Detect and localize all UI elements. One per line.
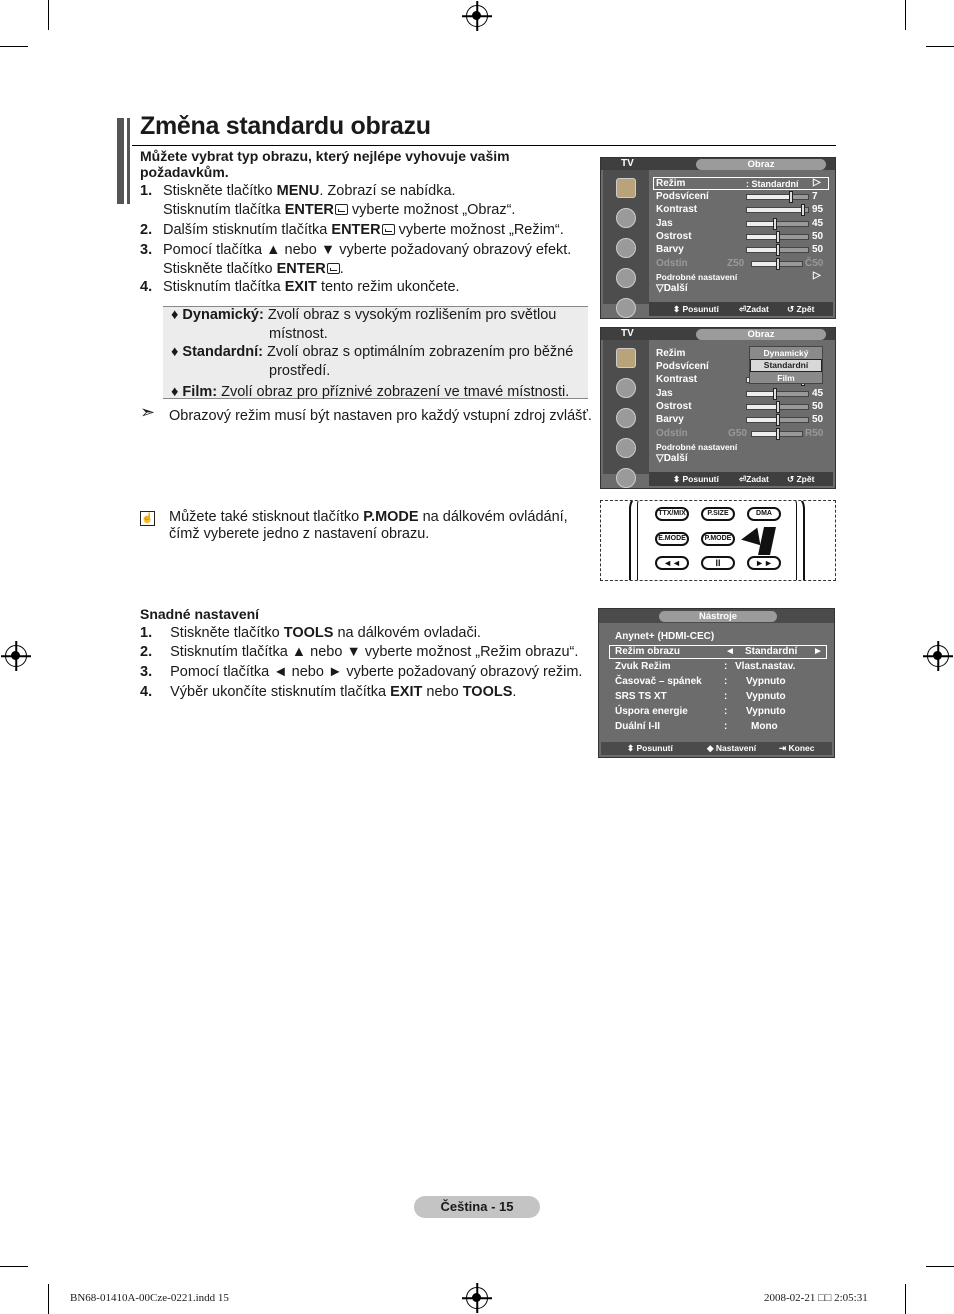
input-icon [616, 298, 636, 318]
easy-step-1: 1. Stiskněte tlačítko TOOLS na dálkovém ovladači. [140, 625, 481, 641]
slider-brightness [746, 221, 809, 227]
picture-icon [616, 348, 636, 368]
slider-brightness [746, 391, 809, 397]
mode-dynamic: ♦ Dynamický: Zvolí obraz s vysokým rozlišením pro světlou místnost. [171, 307, 557, 342]
crop-mark [0, 46, 28, 47]
screen-footer: ⬍ Posunutí ⏎Zadat ↺ Zpět [649, 472, 833, 486]
channel-icon [616, 238, 636, 258]
pause-button[interactable]: II [701, 556, 735, 570]
tools-header: Nástroje [659, 611, 777, 622]
picture-mode-dropdown-screen: TV Obraz Režim Podsvícení Kontrast Jas Ostrost Barvy Odstín 45 50 50 G50 R50 Dynamický Standardní Film Podrobné nastavení ▽Další ⬍ Posunutí ⏎Zadat ↺ Zpět [600, 327, 836, 489]
sound-icon [616, 378, 636, 398]
registration-mark-icon [927, 645, 949, 667]
registration-mark-icon [5, 645, 27, 667]
slider-tint [751, 261, 803, 267]
registration-mark-icon [466, 1287, 488, 1309]
input-icon [616, 468, 636, 488]
easy-setup-title: Snadné nastavení [140, 606, 260, 622]
slider-color [746, 417, 809, 423]
remote-hand-icon: ☝ [141, 513, 154, 524]
setup-icon [616, 268, 636, 288]
step-3: 3. Pomocí tlačítka ▲ nebo ▼ vyberte požadovaný obrazový efekt. Stiskněte tlačítko ENTER . [140, 242, 572, 277]
crop-mark [926, 46, 954, 47]
dma-button[interactable]: DMA [747, 507, 781, 521]
setup-icon [616, 438, 636, 458]
p-size-button[interactable]: P.SIZE [701, 507, 735, 521]
tools-menu-screen: Nástroje Anynet+ (HDMI-CEC) Režim obrazu Zvuk Režim Časovač – spánek SRS TS XT Úspora energie Duální I-II ◄ Standardní ► : Vlast.nastav. : Vypnuto : Vypnuto : Vypnuto : Mono ⬍ Posunutí ◆ Nastavení ⇥ Konec [598, 608, 835, 758]
crop-mark [48, 0, 49, 30]
page-number: Čeština - 15 [414, 1196, 540, 1218]
intro: Můžete vybrat typ obrazu, který nejlépe vyhovuje vašim požadavkům. [140, 148, 510, 180]
fast-forward-button[interactable]: ►► [747, 556, 781, 570]
picture-icon [616, 178, 636, 198]
registration-mark-icon [466, 5, 488, 27]
crop-mark [0, 1266, 28, 1267]
menu-icon-column [603, 170, 649, 304]
enter-icon [382, 224, 395, 235]
mode-film: ♦ Film: Zvolí obraz pro příznivé zobrazení ve tmavé místnosti. [171, 384, 570, 400]
remote-control-illustration [600, 500, 836, 581]
note-arrow-icon: ➣ [140, 402, 156, 422]
crop-mark [905, 1284, 906, 1314]
step-4: 4. Stisknutím tlačítka EXIT tento režim ukončete. [140, 279, 460, 295]
slider-contrast [746, 207, 809, 213]
print-date: 2008-02-21 □□ 2:05:31 [764, 1292, 868, 1304]
step-2: 2. Dalším stisknutím tlačítka ENTER vyberte možnost „Režim“. [140, 222, 564, 238]
slider-color [746, 247, 809, 253]
section-marker [117, 118, 124, 204]
crop-mark [48, 1284, 49, 1314]
rewind-button[interactable]: ◄◄ [655, 556, 689, 570]
file-info: BN68-01410A-00Cze-0221.indd 15 [70, 1292, 229, 1304]
menu-icon-column [603, 340, 649, 474]
tools-footer: ⬍ Posunutí ◆ Nastavení ⇥ Konec [601, 742, 832, 755]
ttx-mix-button[interactable]: TTX/MIX [655, 507, 689, 521]
slider-backlight [746, 194, 809, 200]
divider [132, 145, 836, 146]
dropdown-option[interactable]: Film [777, 373, 795, 383]
section-marker [127, 118, 130, 204]
picture-menu-screen: TV Obraz Režim : Standardní ▷ Podsvícení Kontrast Jas Ostrost Barvy Odstín 7 95 45 50 50 Z50 Č50 Podrobné nastavení ▷ ▽Další ⬍ Posunutí ⏎Zadat ↺ Zpět [600, 157, 836, 319]
enter-icon [335, 204, 348, 215]
pmode-note: Můžete také stisknout tlačítko P.MODE na dálkovém ovládání, čímž vyberete jedno z nastavení obrazu. [169, 509, 568, 542]
mode-standard: ♦ Standardní: Zvolí obraz s optimálním zobrazením pro běžné prostředí. [171, 344, 574, 379]
easy-step-2: 2. Stisknutím tlačítka ▲ nebo ▼ vyberte možnost „Režim obrazu“. [140, 644, 579, 660]
slider-sharpness [746, 404, 809, 410]
crop-mark [926, 1266, 954, 1267]
crop-mark [905, 0, 906, 30]
page-title: Změna standardu obrazu [140, 112, 431, 140]
channel-icon [616, 408, 636, 428]
mode-dropdown[interactable] [749, 346, 823, 384]
step-1: 1. Stiskněte tlačítko MENU. Zobrazí se nabídka. Stisknutím tlačítka ENTER vyberte možnost „Obraz“. [140, 183, 516, 218]
easy-step-3: 3. Pomocí tlačítka ◄ nebo ► vyberte požadovaný obrazový režim. [140, 664, 583, 680]
dropdown-option[interactable]: Dynamický [763, 348, 809, 358]
screen-footer: ⬍ Posunutí ⏎Zadat ↺ Zpět [649, 302, 833, 316]
pointer-icon [740, 528, 761, 549]
note: Obrazový režim musí být nastaven pro každý vstupní zdroj zvlášť. [169, 408, 592, 424]
slider-sharpness [746, 234, 809, 240]
easy-step-4: 4. Výběr ukončíte stisknutím tlačítka EXIT nebo TOOLS. [140, 684, 517, 700]
sound-icon [616, 208, 636, 228]
p-mode-button[interactable]: P.MODE [701, 532, 735, 546]
enter-icon [327, 263, 340, 274]
dropdown-option-selected[interactable]: Standardní [750, 359, 822, 372]
e-mode-button[interactable]: E.MODE [655, 532, 689, 546]
slider-tint [751, 431, 803, 437]
